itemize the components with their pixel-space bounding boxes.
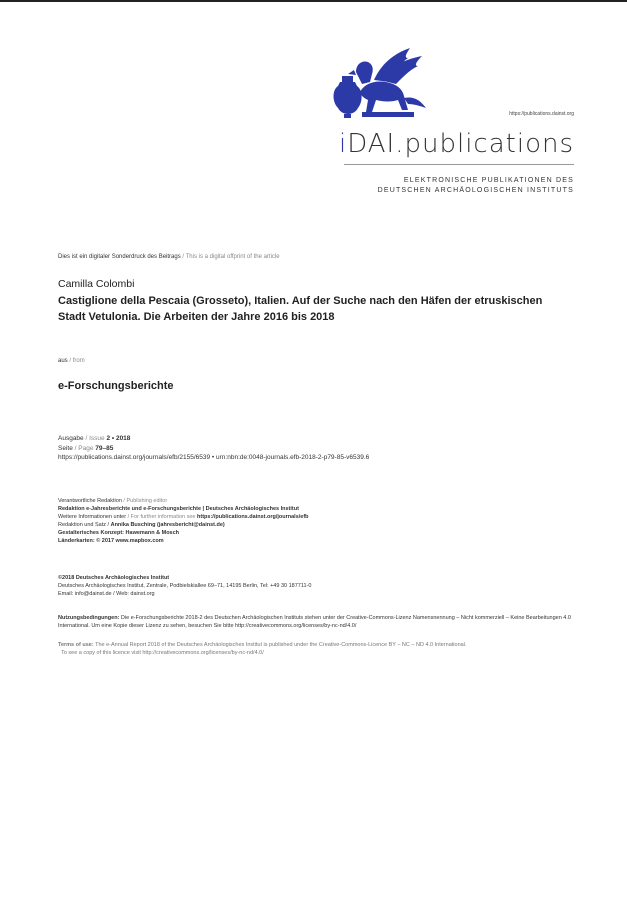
info-label-en: For further information see xyxy=(130,514,196,520)
editor-line2 xyxy=(58,505,309,513)
info-sep: / xyxy=(126,514,131,520)
issue-label-de: Ausgabe xyxy=(58,435,84,442)
offprint-de: Dies ist ein digitaler Sonderdruck des Beitrags xyxy=(58,254,181,260)
issue-label-en: Issue xyxy=(89,435,105,442)
terms-en-text2: To see a copy of this licence visit http://creativecommons.org/licenses/by-nc-nd/4.0/ xyxy=(61,650,264,656)
editorial-info xyxy=(58,497,309,545)
terms-en xyxy=(58,641,578,657)
brand-name: DAI.publications xyxy=(347,129,574,159)
brand-subtitle xyxy=(330,176,574,196)
page-label-de: Seite xyxy=(58,444,73,452)
issue-line xyxy=(58,434,369,444)
editor-line1 xyxy=(58,497,309,505)
design-concept: Gestalterisches Konzept: Hawemann & Mosch xyxy=(58,530,180,536)
brand-subtitle-line1: ELEKTRONISCHE PUBLIKATIONEN DES xyxy=(403,177,574,184)
from-de: aus xyxy=(58,358,68,364)
griffin-logo-icon xyxy=(330,44,430,120)
info-url[interactable]: https://publications.dainst.org/journals/efb xyxy=(197,514,309,520)
terms-de-label: Nutzungsbedingungen: xyxy=(58,615,120,621)
issue-sep: / xyxy=(83,435,90,442)
editor-line4 xyxy=(58,521,309,529)
editor-label-de: Verantwortliche Redaktion xyxy=(58,498,122,504)
copyright-holder: ©2018 Deutsches Archäologisches Institut xyxy=(58,575,170,581)
issue-url[interactable]: https://publications.dainst.org/journals/efb/2155/6539 • urn:nbn:de:0048-journals.efb-2018-2-p79-85-v6539.6 xyxy=(58,454,370,461)
offprint-note xyxy=(58,254,280,260)
from-en: from xyxy=(72,358,85,364)
editor-line6 xyxy=(58,537,309,545)
brand-subtitle-line2: DEUTSCHEN ARCHÄOLOGISCHEN INSTITUTS xyxy=(377,187,574,194)
offprint-sep: / xyxy=(180,254,186,260)
page-line xyxy=(58,444,369,454)
typesetting-label: Redaktion und Satz / xyxy=(58,522,111,528)
editor-dept: Redaktion e-Jahresberichte und e-Forschungsberichte | Deutsches Archäologisches Institut xyxy=(58,506,299,512)
brand-i: i xyxy=(338,129,348,159)
site-url[interactable]: https://publications.dainst.org xyxy=(509,111,574,117)
editor-sep: / xyxy=(121,498,127,504)
terms-de xyxy=(58,614,578,630)
terms-de-text: Die e-Forschungsberichte 2018-2 des Deutschen Archäologischen Instituts stehen unter der Creative-Commons-Lizenz Namensnennung – Nicht kommerziell – Keine Bearbeitungen 4.0 International. Um eine Kopie dieser Lizenz zu sehen, besuchen Sie bitte http://creativecommons.org/licenses/by-nc-nd/4.0/ xyxy=(58,615,571,629)
terms-en-line2 xyxy=(58,649,578,657)
maps-credit: Länderkarten: © 2017 www.mapbox.com xyxy=(58,538,164,544)
page-sep: / xyxy=(72,444,79,452)
terms-en-text: The e-Annual Report 2018 of the Deutsches Archäologisches Institut is published under the Creative-Commons-Licence BY – NC – ND 4.0 International. xyxy=(93,642,467,648)
copyright-info xyxy=(58,574,311,598)
article-author: Camilla Colombi xyxy=(58,278,135,290)
copyright-line2: Deutsches Archäologisches Institut, Zentrale, Podbielskiallee 69–71, 14195 Berlin, Tel: +49 30 187711-0 xyxy=(58,583,312,589)
from-sep: / xyxy=(67,358,73,364)
from-label xyxy=(58,358,85,364)
info-label-de: Weitere Informationen unter xyxy=(58,514,127,520)
brand-wordmark xyxy=(300,126,574,162)
top-rule xyxy=(0,0,627,2)
copyright-line1 xyxy=(58,574,311,582)
editor-line5 xyxy=(58,529,309,537)
offprint-en: This is a digital offprint of the article xyxy=(185,254,280,260)
issue-value: 2 • 2018 xyxy=(106,435,131,442)
page-label-en: Page xyxy=(78,444,94,452)
issue-info xyxy=(58,434,369,463)
brand-divider xyxy=(344,164,574,165)
typesetting-value: Annika Busching (jahresbericht@dainst.de) xyxy=(110,522,225,528)
terms-en-line1 xyxy=(58,641,578,649)
copyright-line3: Email: info@dainst.de / Web: dainst.org xyxy=(58,591,155,597)
terms-en-label: Terms of use: xyxy=(58,642,94,648)
page-value: 79–85 xyxy=(95,444,114,452)
editor-label-en: Publishing editor xyxy=(126,498,168,504)
editor-line3 xyxy=(58,513,309,521)
journal-title: e-Forschungsberichte xyxy=(58,380,174,392)
article-title: Castiglione della Pescaia (Grosseto), Italien. Auf der Suche nach den Häfen der etruskischen Stadt Vetulonia. Die Arbeiten der Jahre 2016 bis 2018 xyxy=(58,295,543,323)
